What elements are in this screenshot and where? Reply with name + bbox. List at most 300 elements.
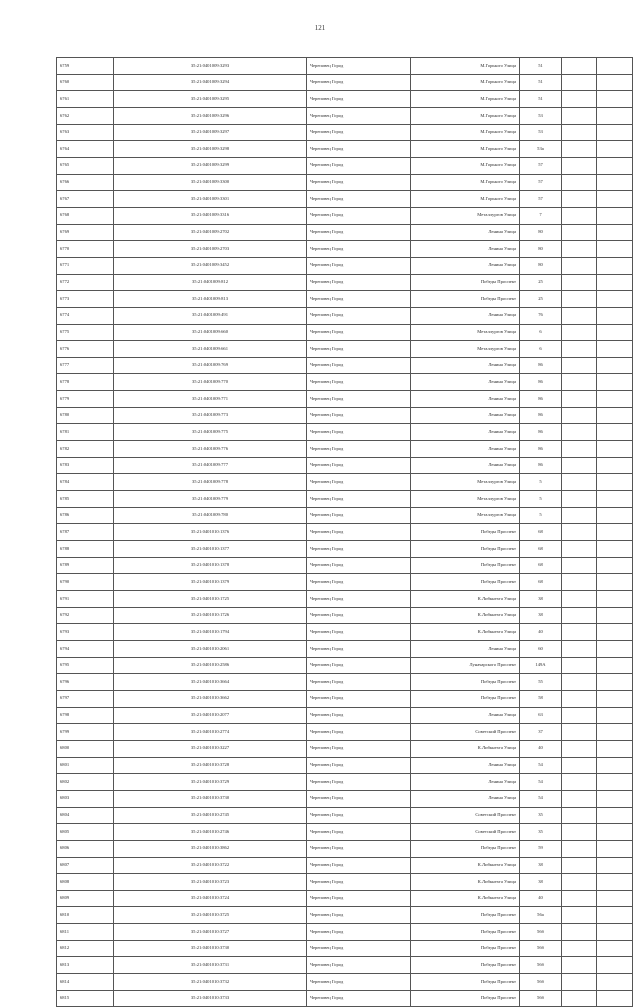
cadastral-number-cell: 35:21:0401010:3725	[114, 907, 307, 924]
house-number-cell: 57	[520, 157, 562, 174]
house-number-cell: 40	[520, 624, 562, 641]
city-cell: Череповец Город	[307, 107, 411, 124]
empty-cell	[562, 724, 597, 741]
street-cell: Луначарского Проспект	[411, 657, 520, 674]
city-cell: Череповец Город	[307, 424, 411, 441]
table-row	[57, 291, 633, 308]
empty-cell	[597, 807, 633, 824]
empty-cell	[562, 757, 597, 774]
street-cell: Советский Проспект	[411, 724, 520, 741]
table-row	[57, 607, 633, 624]
empty-cell	[562, 241, 597, 258]
street-cell: Победы Проспект	[411, 840, 520, 857]
cadastral-number-cell: 35:21:0401009:3296	[114, 107, 307, 124]
street-cell: Ленина Улица	[411, 457, 520, 474]
table-row	[57, 840, 633, 857]
empty-cell	[597, 624, 633, 641]
city-cell: Череповец Город	[307, 224, 411, 241]
cadastral-number-cell: 35:21:0401010:2774	[114, 724, 307, 741]
empty-cell	[562, 907, 597, 924]
empty-cell	[562, 174, 597, 191]
empty-cell	[562, 591, 597, 608]
empty-cell	[562, 124, 597, 141]
empty-cell	[597, 640, 633, 657]
street-cell: Ленина Улица	[411, 424, 520, 441]
house-number-cell: 56б	[520, 974, 562, 991]
empty-cell	[597, 757, 633, 774]
cadastral-number-cell: 35:21:0401009:491	[114, 307, 307, 324]
house-number-cell: 56б	[520, 990, 562, 1007]
table-row	[57, 757, 633, 774]
street-cell: Победы Проспект	[411, 957, 520, 974]
cadastral-number-cell: 35:21:0401009:777	[114, 457, 307, 474]
row-number-cell: 6813	[57, 957, 114, 974]
row-number-cell: 6799	[57, 724, 114, 741]
street-cell: Победы Проспект	[411, 907, 520, 924]
table-row	[57, 541, 633, 558]
house-number-cell: 86	[520, 424, 562, 441]
row-number-cell: 6781	[57, 424, 114, 441]
row-number-cell: 6784	[57, 474, 114, 491]
house-number-cell: 80	[520, 224, 562, 241]
table-row	[57, 357, 633, 374]
cadastral-number-cell: 35:21:0401010:2746	[114, 824, 307, 841]
street-cell: Ленина Улица	[411, 241, 520, 258]
empty-cell	[562, 740, 597, 757]
street-cell: Ленина Улица	[411, 391, 520, 408]
city-cell: Череповец Город	[307, 324, 411, 341]
house-number-cell: 56а	[520, 907, 562, 924]
row-number-cell: 6769	[57, 224, 114, 241]
empty-cell	[597, 174, 633, 191]
empty-cell	[597, 224, 633, 241]
empty-cell	[562, 807, 597, 824]
empty-cell	[562, 291, 597, 308]
table-row	[57, 990, 633, 1007]
row-number-cell: 6793	[57, 624, 114, 641]
cadastral-number-cell: 35:21:0401010:1725	[114, 591, 307, 608]
cadastral-number-cell: 35:21:0401009:3301	[114, 191, 307, 208]
street-cell: Победы Проспект	[411, 574, 520, 591]
empty-cell	[562, 974, 597, 991]
house-number-cell: 54	[520, 774, 562, 791]
row-number-cell: 6804	[57, 807, 114, 824]
house-number-cell: 38	[520, 607, 562, 624]
street-cell: К.Либкнехта Улица	[411, 890, 520, 907]
empty-cell	[562, 91, 597, 108]
table-row	[57, 874, 633, 891]
cadastral-number-cell: 35:21:0401010:3664	[114, 674, 307, 691]
house-number-cell: 54	[520, 790, 562, 807]
empty-cell	[597, 724, 633, 741]
street-cell: Ленина Улица	[411, 707, 520, 724]
street-cell: М.Горького Улица	[411, 124, 520, 141]
empty-cell	[562, 257, 597, 274]
table-row	[57, 740, 633, 757]
street-cell: Ленина Улица	[411, 224, 520, 241]
row-number-cell: 6759	[57, 58, 114, 75]
city-cell: Череповец Город	[307, 407, 411, 424]
city-cell: Череповец Город	[307, 441, 411, 458]
empty-cell	[597, 241, 633, 258]
cadastral-number-cell: 35:21:0401010:1376	[114, 524, 307, 541]
table-row	[57, 707, 633, 724]
cadastral-number-cell: 35:21:0401010:3227	[114, 740, 307, 757]
cadastral-number-cell: 35:21:0401009:3316	[114, 207, 307, 224]
street-cell: Металлургов Улица	[411, 507, 520, 524]
house-number-cell: 86	[520, 407, 562, 424]
table-row	[57, 624, 633, 641]
empty-cell	[562, 274, 597, 291]
cadastral-number-cell: 35:21:0401009:2703	[114, 241, 307, 258]
empty-cell	[597, 557, 633, 574]
row-number-cell: 6801	[57, 757, 114, 774]
cadastral-number-cell: 35:21:0401009:660	[114, 324, 307, 341]
city-cell: Череповец Город	[307, 191, 411, 208]
row-number-cell: 6760	[57, 74, 114, 91]
empty-cell	[597, 657, 633, 674]
table-row	[57, 940, 633, 957]
house-number-cell: 55	[520, 674, 562, 691]
row-number-cell: 6794	[57, 640, 114, 657]
house-number-cell: 51	[520, 74, 562, 91]
street-cell: Победы Проспект	[411, 524, 520, 541]
empty-cell	[562, 157, 597, 174]
house-number-cell: 7	[520, 207, 562, 224]
house-number-cell: 80	[520, 241, 562, 258]
street-cell: Ленина Улица	[411, 441, 520, 458]
row-number-cell: 6812	[57, 940, 114, 957]
cadastral-number-cell: 35:21:0401009:3295	[114, 91, 307, 108]
house-number-cell: 149А	[520, 657, 562, 674]
street-cell: М.Горького Улица	[411, 107, 520, 124]
street-cell: Победы Проспект	[411, 990, 520, 1007]
row-number-cell: 6796	[57, 674, 114, 691]
empty-cell	[597, 924, 633, 941]
house-number-cell: 68	[520, 524, 562, 541]
city-cell: Череповец Город	[307, 291, 411, 308]
empty-cell	[597, 191, 633, 208]
table-row	[57, 824, 633, 841]
city-cell: Череповец Город	[307, 607, 411, 624]
city-cell: Череповец Город	[307, 457, 411, 474]
row-number-cell: 6809	[57, 890, 114, 907]
table-row	[57, 107, 633, 124]
row-number-cell: 6814	[57, 974, 114, 991]
street-cell: К.Либкнехта Улица	[411, 740, 520, 757]
house-number-cell: 68	[520, 574, 562, 591]
table-row	[57, 207, 633, 224]
city-cell: Череповец Город	[307, 58, 411, 75]
empty-cell	[597, 207, 633, 224]
row-number-cell: 6787	[57, 524, 114, 541]
city-cell: Череповец Город	[307, 690, 411, 707]
house-number-cell: 56б	[520, 940, 562, 957]
table-row	[57, 174, 633, 191]
city-cell: Череповец Город	[307, 74, 411, 91]
street-cell: Металлургов Улица	[411, 474, 520, 491]
city-cell: Череповец Город	[307, 357, 411, 374]
table-row	[57, 507, 633, 524]
table-row	[57, 374, 633, 391]
row-number-cell: 6770	[57, 241, 114, 258]
empty-cell	[597, 774, 633, 791]
table-row	[57, 557, 633, 574]
empty-cell	[562, 524, 597, 541]
row-number-cell: 6763	[57, 124, 114, 141]
street-cell: К.Либкнехта Улица	[411, 857, 520, 874]
cadastral-number-cell: 35:21:0401010:1379	[114, 574, 307, 591]
empty-cell	[597, 690, 633, 707]
empty-cell	[562, 940, 597, 957]
empty-cell	[597, 607, 633, 624]
row-number-cell: 6788	[57, 541, 114, 558]
cadastral-number-cell: 35:21:0401009:771	[114, 391, 307, 408]
row-number-cell: 6803	[57, 790, 114, 807]
empty-cell	[562, 657, 597, 674]
table-row	[57, 341, 633, 358]
row-number-cell: 6792	[57, 607, 114, 624]
house-number-cell: 40	[520, 740, 562, 757]
city-cell: Череповец Город	[307, 257, 411, 274]
table-row	[57, 924, 633, 941]
house-number-cell: 51	[520, 91, 562, 108]
empty-cell	[597, 307, 633, 324]
empty-cell	[597, 124, 633, 141]
house-number-cell: 60	[520, 640, 562, 657]
city-cell: Череповец Город	[307, 574, 411, 591]
row-number-cell: 6790	[57, 574, 114, 591]
street-cell: Победы Проспект	[411, 541, 520, 558]
table-row	[57, 790, 633, 807]
house-number-cell: 6	[520, 341, 562, 358]
city-cell: Череповец Город	[307, 524, 411, 541]
street-cell: Победы Проспект	[411, 974, 520, 991]
empty-cell	[562, 507, 597, 524]
cadastral-number-cell: 35:21:0401009:3298	[114, 141, 307, 158]
street-cell: К.Либкнехта Улица	[411, 624, 520, 641]
row-number-cell: 6774	[57, 307, 114, 324]
empty-cell	[597, 74, 633, 91]
row-number-cell: 6810	[57, 907, 114, 924]
house-number-cell: 86	[520, 457, 562, 474]
empty-cell	[562, 707, 597, 724]
street-cell: Ленина Улица	[411, 774, 520, 791]
table-row	[57, 257, 633, 274]
empty-cell	[597, 457, 633, 474]
street-cell: Ленина Улица	[411, 357, 520, 374]
house-number-cell: 86	[520, 357, 562, 374]
row-number-cell: 6791	[57, 591, 114, 608]
empty-cell	[597, 674, 633, 691]
house-number-cell: 5	[520, 507, 562, 524]
empty-cell	[562, 74, 597, 91]
house-number-cell: 54	[520, 757, 562, 774]
city-cell: Череповец Город	[307, 957, 411, 974]
city-cell: Череповец Город	[307, 241, 411, 258]
street-cell: Металлургов Улица	[411, 491, 520, 508]
empty-cell	[562, 574, 597, 591]
table-row	[57, 907, 633, 924]
street-cell: М.Горького Улица	[411, 74, 520, 91]
city-cell: Череповец Город	[307, 141, 411, 158]
empty-cell	[562, 141, 597, 158]
row-number-cell: 6761	[57, 91, 114, 108]
cadastral-number-cell: 35:21:0401010:3727	[114, 924, 307, 941]
city-cell: Череповец Город	[307, 707, 411, 724]
empty-cell	[597, 491, 633, 508]
empty-cell	[562, 824, 597, 841]
row-number-cell: 6772	[57, 274, 114, 291]
table-row	[57, 457, 633, 474]
street-cell: Победы Проспект	[411, 940, 520, 957]
city-cell: Череповец Город	[307, 157, 411, 174]
cadastral-number-cell: 35:21:0401010:1378	[114, 557, 307, 574]
street-cell: Победы Проспект	[411, 690, 520, 707]
empty-cell	[597, 324, 633, 341]
empty-cell	[597, 974, 633, 991]
table-row	[57, 424, 633, 441]
street-cell: Ленина Улица	[411, 374, 520, 391]
city-cell: Череповец Город	[307, 207, 411, 224]
empty-cell	[597, 591, 633, 608]
cadastral-number-cell: 35:21:0401010:3731	[114, 957, 307, 974]
street-cell: Ленина Улица	[411, 757, 520, 774]
street-cell: Советский Проспект	[411, 824, 520, 841]
house-number-cell: 59	[520, 840, 562, 857]
house-number-cell: 57	[520, 174, 562, 191]
row-number-cell: 6800	[57, 740, 114, 757]
row-number-cell: 6806	[57, 840, 114, 857]
empty-cell	[597, 840, 633, 857]
table-row	[57, 324, 633, 341]
house-number-cell: 86	[520, 374, 562, 391]
city-cell: Череповец Город	[307, 674, 411, 691]
empty-cell	[597, 940, 633, 957]
table-row	[57, 807, 633, 824]
house-number-cell: 56б	[520, 924, 562, 941]
empty-cell	[562, 474, 597, 491]
street-cell: Победы Проспект	[411, 274, 520, 291]
house-number-cell: 25	[520, 274, 562, 291]
cadastral-number-cell: 35:21:0401010:3723	[114, 874, 307, 891]
table-row	[57, 491, 633, 508]
city-cell: Череповец Город	[307, 757, 411, 774]
city-cell: Череповец Город	[307, 924, 411, 941]
city-cell: Череповец Город	[307, 341, 411, 358]
empty-cell	[597, 524, 633, 541]
empty-cell	[597, 890, 633, 907]
cadastral-number-cell: 35:21:0401009:776	[114, 441, 307, 458]
city-cell: Череповец Город	[307, 940, 411, 957]
city-cell: Череповец Город	[307, 557, 411, 574]
row-number-cell: 6782	[57, 441, 114, 458]
street-cell: Победы Проспект	[411, 924, 520, 941]
row-number-cell: 6785	[57, 491, 114, 508]
street-cell: Ленина Улица	[411, 407, 520, 424]
house-number-cell: 53а	[520, 141, 562, 158]
table-row	[57, 724, 633, 741]
table-row	[57, 441, 633, 458]
house-number-cell: 56б	[520, 957, 562, 974]
empty-cell	[597, 707, 633, 724]
empty-cell	[562, 441, 597, 458]
house-number-cell: 57	[520, 191, 562, 208]
city-cell: Череповец Город	[307, 91, 411, 108]
house-number-cell: 35	[520, 824, 562, 841]
empty-cell	[597, 274, 633, 291]
row-number-cell: 6795	[57, 657, 114, 674]
row-number-cell: 6762	[57, 107, 114, 124]
empty-cell	[597, 424, 633, 441]
empty-cell	[562, 341, 597, 358]
empty-cell	[597, 107, 633, 124]
cadastral-number-cell: 35:21:0401009:3452	[114, 257, 307, 274]
empty-cell	[597, 141, 633, 158]
cadastral-number-cell: 35:21:0401009:3293	[114, 58, 307, 75]
city-cell: Череповец Город	[307, 307, 411, 324]
city-cell: Череповец Город	[307, 874, 411, 891]
cadastral-number-cell: 35:21:0401010:2077	[114, 707, 307, 724]
table-row	[57, 307, 633, 324]
table-row	[57, 241, 633, 258]
city-cell: Череповец Город	[307, 391, 411, 408]
empty-cell	[562, 790, 597, 807]
city-cell: Череповец Город	[307, 890, 411, 907]
cadastral-number-cell: 35:21:0401010:1726	[114, 607, 307, 624]
city-cell: Череповец Город	[307, 740, 411, 757]
empty-cell	[597, 507, 633, 524]
row-number-cell: 6773	[57, 291, 114, 308]
empty-cell	[597, 541, 633, 558]
row-number-cell: 6797	[57, 690, 114, 707]
cadastral-number-cell: 35:21:0401010:3662	[114, 690, 307, 707]
house-number-cell: 86	[520, 391, 562, 408]
table-row	[57, 407, 633, 424]
empty-cell	[562, 491, 597, 508]
table-row	[57, 224, 633, 241]
city-cell: Череповец Город	[307, 174, 411, 191]
cadastral-number-cell: 35:21:0401009:773	[114, 407, 307, 424]
empty-cell	[597, 391, 633, 408]
row-number-cell: 6802	[57, 774, 114, 791]
empty-cell	[597, 441, 633, 458]
city-cell: Череповец Город	[307, 274, 411, 291]
empty-cell	[597, 474, 633, 491]
page-number: 121	[314, 24, 326, 32]
table-row	[57, 524, 633, 541]
table-row	[57, 674, 633, 691]
city-cell: Череповец Город	[307, 840, 411, 857]
empty-cell	[562, 857, 597, 874]
city-cell: Череповец Город	[307, 640, 411, 657]
street-cell: Победы Проспект	[411, 291, 520, 308]
cadastral-number-cell: 35:21:0401010:1377	[114, 541, 307, 558]
empty-cell	[562, 357, 597, 374]
street-cell: М.Горького Улица	[411, 58, 520, 75]
street-cell: Металлургов Улица	[411, 207, 520, 224]
table-row	[57, 657, 633, 674]
empty-cell	[562, 924, 597, 941]
cadastral-number-cell: 35:21:0401009:812	[114, 274, 307, 291]
empty-cell	[562, 407, 597, 424]
city-cell: Череповец Город	[307, 491, 411, 508]
empty-cell	[562, 324, 597, 341]
house-number-cell: 53	[520, 124, 562, 141]
cadastral-number-cell: 35:21:0401010:3730	[114, 790, 307, 807]
empty-cell	[562, 840, 597, 857]
cadastral-number-cell: 35:21:0401009:775	[114, 424, 307, 441]
